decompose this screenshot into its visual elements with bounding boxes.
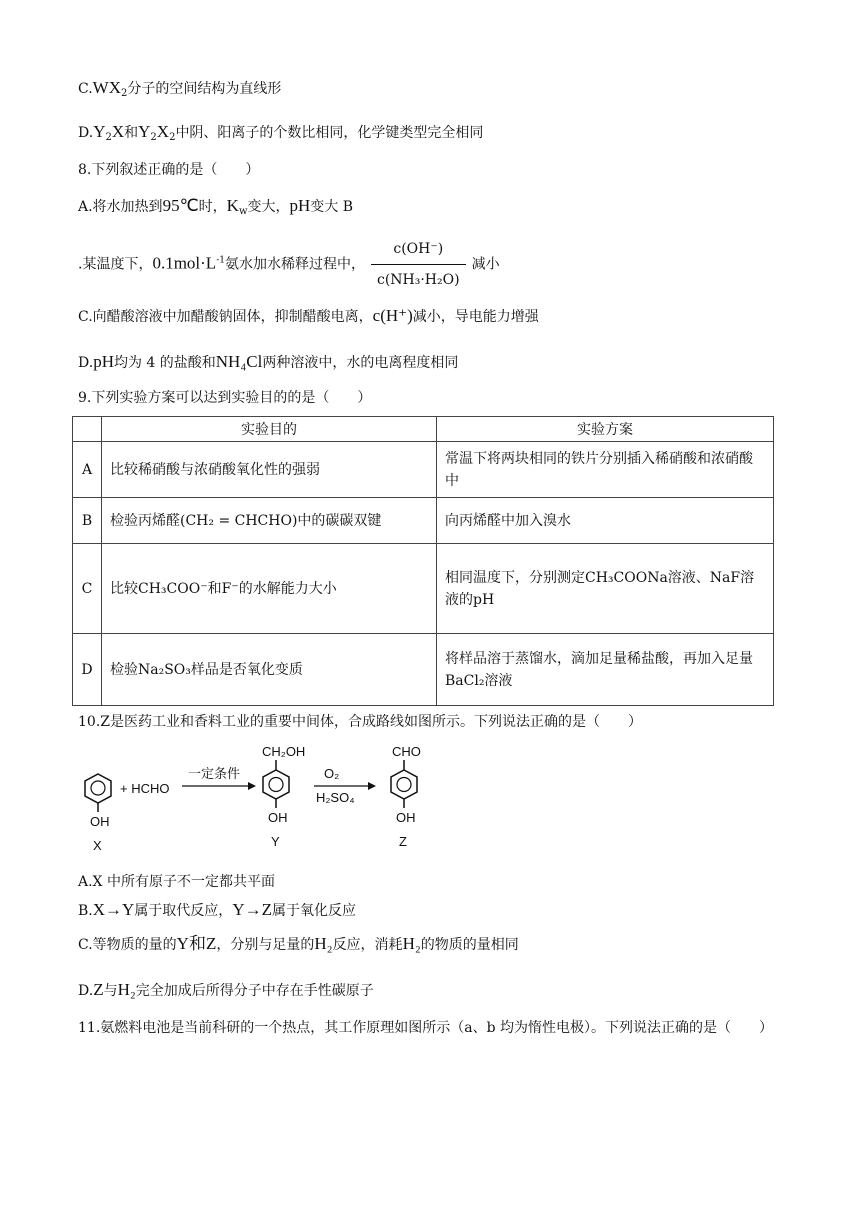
arrow-1 <box>182 766 256 790</box>
q8-option-a: A.将水加热到95℃时，$K_w$变大，pH变大 B <box>78 196 354 217</box>
q11-stem: 11.氨燃料电池是当前科研的一个热点，其工作原理如图所示（a、b 均为惰性电极）。下列说法正确的是（ ） <box>78 1020 774 1036</box>
condition-2a: O₂ <box>324 766 340 781</box>
table-header-row <box>73 417 774 442</box>
row-label: A <box>73 442 102 498</box>
q7-option-d: $D.Y_2X$和$Y_2X_2$中阴、阳离子的个数比相同，化学键类型完全相同 <box>78 122 484 143</box>
row-label: C <box>73 544 102 634</box>
table-row <box>73 442 774 498</box>
table-row <box>73 498 774 544</box>
q8-stem: 8.下列叙述正确的是（ ） <box>78 162 260 178</box>
row-goal: 检验Na₂SO₃样品是否氧化变质 <box>102 634 437 706</box>
row-goal: 比较CH₃COO⁻和F⁻的水解能力大小 <box>102 544 437 634</box>
q10-option-c: C.等物质的量的Y和Z，分别与足量的H₂反应，消耗H₂的物质的量相同 <box>78 934 519 953</box>
table-row <box>73 634 774 706</box>
plus-hcho: + HCHO <box>120 781 170 796</box>
q8-option-d: D.pH均为 4 的盐酸和NH₄Cl两种溶液中，水的电离程度相同 <box>78 352 459 371</box>
q8-option-c: C.向醋酸溶液中加醋酸钠固体，抑制醋酸电离，c(H⁺)减小，导电能力增强 <box>78 306 539 325</box>
y-top-label: CH₂OH <box>262 744 306 759</box>
table-header: 实验方案 <box>437 417 774 442</box>
y-oh-label: OH <box>268 810 288 825</box>
molecule-z <box>391 744 421 849</box>
q9-table <box>72 416 774 706</box>
q9-stem: 9.下列实验方案可以达到实验目的的是（ ） <box>78 390 372 406</box>
q10-option-a: A.X 中所有原子不一定都共平面 <box>78 874 275 890</box>
row-plan: 向丙烯醛中加入溴水 <box>437 498 774 544</box>
q10-option-b: B.X→Y属于取代反应，Y→Z属于氧化反应 <box>78 900 356 919</box>
molecule-x <box>85 774 111 853</box>
z-oh-label: OH <box>396 810 416 825</box>
arrow-2 <box>314 766 376 805</box>
q8-option-b: .某温度下，$0.1mol\cdot L^{-1}$氨水加水稀释过程中， $\frac{c(OH^-)}{\text{c(NH₃·H₂O)}}$ 减小 <box>78 236 500 293</box>
row-goal: 检验丙烯醛(CH₂ = CHCHO)中的碳碳双键 <box>102 498 437 544</box>
condition-2b: H₂SO₄ <box>316 790 355 805</box>
molecule-y <box>262 744 305 849</box>
z-top-label: CHO <box>392 744 421 759</box>
table-header <box>73 417 102 442</box>
y-label: Y <box>271 834 280 849</box>
row-plan: 相同温度下，分别测定CH₃COONa溶液、NaF溶液的pH <box>437 544 774 634</box>
x-label: X <box>93 838 102 853</box>
x-oh-label: OH <box>90 814 110 829</box>
q7-option-c: $C.WX_2$分子的空间结构为直线形 <box>78 78 282 99</box>
row-plan: 将样品溶于蒸馏水，滴加足量稀盐酸，再加入足量BaCl₂溶液 <box>437 634 774 706</box>
row-label: D <box>73 634 102 706</box>
q10-stem: 10.Z是医药工业和香料工业的重要中间体，合成路线如图所示。下列说法正确的是（ ） <box>78 714 642 730</box>
z-label: Z <box>399 834 407 849</box>
row-plan: 常温下将两块相同的铁片分别插入稀硝酸和浓硝酸中 <box>437 442 774 498</box>
row-label: B <box>73 498 102 544</box>
table-header: 实验目的 <box>102 417 437 442</box>
condition-1: 一定条件 <box>188 766 241 781</box>
synthesis-scheme <box>78 740 438 860</box>
row-goal: 比较稀硝酸与浓硝酸氧化性的强弱 <box>102 442 437 498</box>
table-row <box>73 544 774 634</box>
q10-option-d: D.Z与H₂完全加成后所得分子中存在手性碳原子 <box>78 980 374 999</box>
q8-fraction: $\frac{c(OH^-)}{\text{c(NH₃·H₂O)}}$ <box>371 236 466 293</box>
